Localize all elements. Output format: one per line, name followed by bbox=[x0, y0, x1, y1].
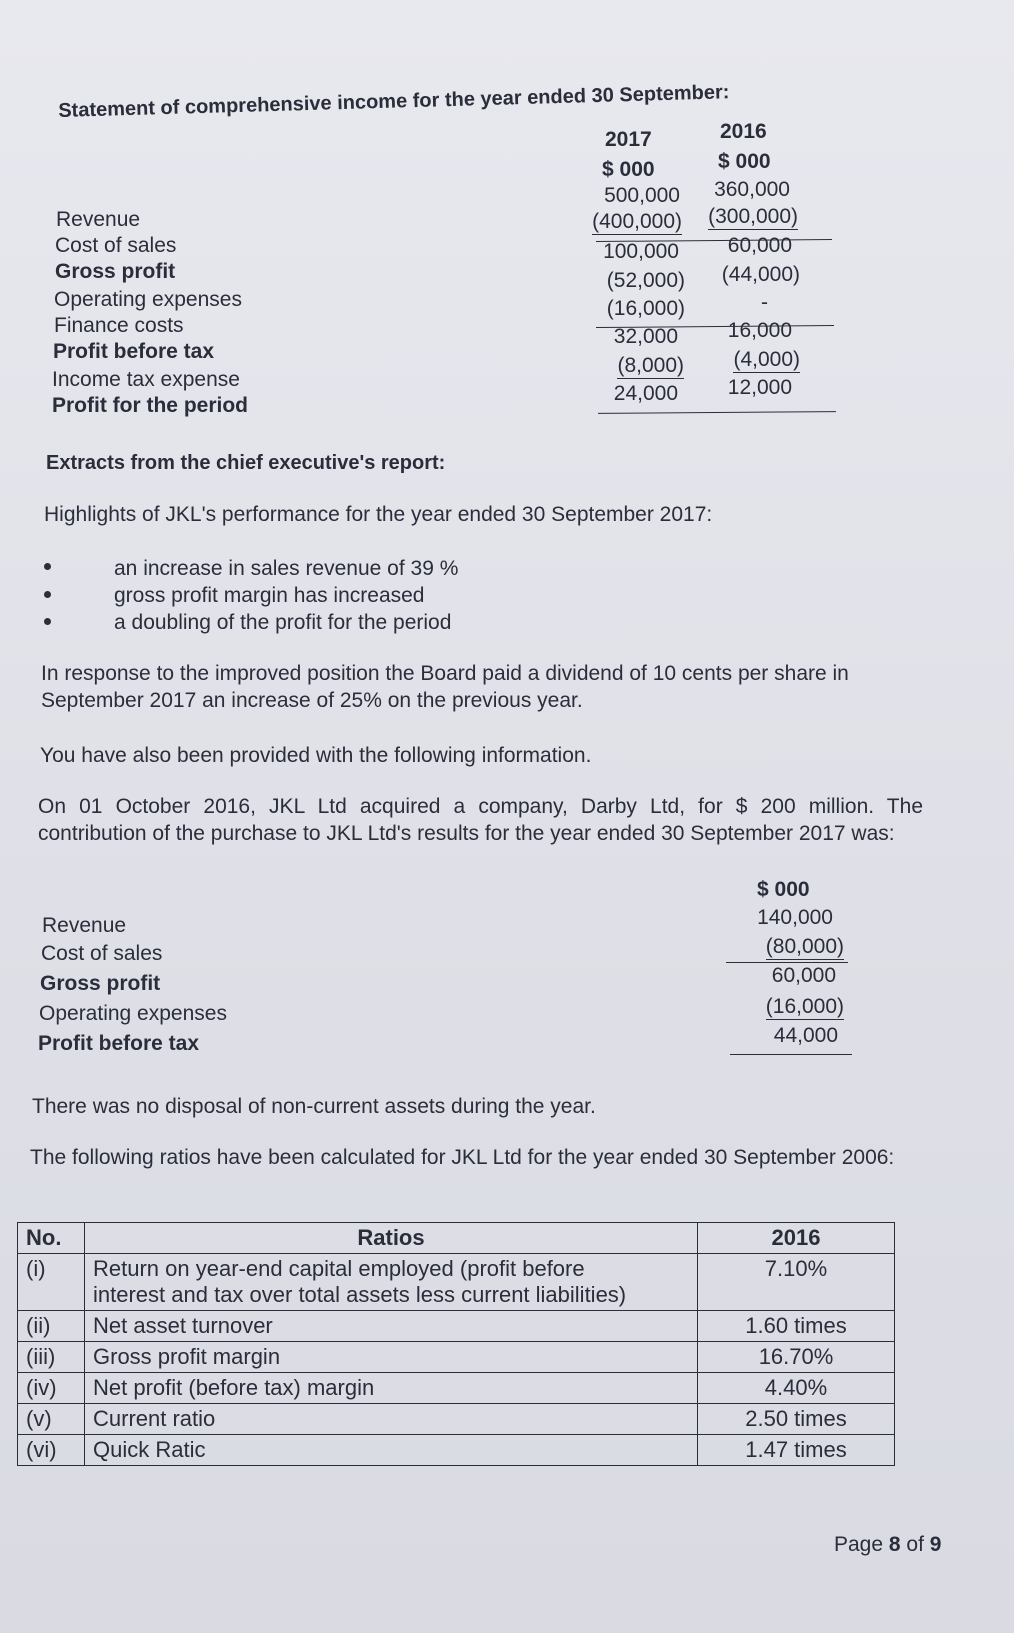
list-item: gross profit margin has increased bbox=[114, 584, 425, 607]
row-value: 7.10% bbox=[698, 1254, 895, 1311]
statement-2017-income-tax: (8,000) bbox=[617, 354, 684, 377]
row-value: 1.47 times bbox=[698, 1435, 895, 1466]
statement-rule-total bbox=[598, 411, 836, 414]
bullet-dot bbox=[44, 591, 51, 598]
row-name: Net asset turnover bbox=[85, 1311, 698, 1342]
statement-2017-profit-before-tax: 32,000 bbox=[613, 325, 678, 348]
header-no: No. bbox=[18, 1223, 85, 1254]
acquisition-paragraph: On 01 October 2016, JKL Ltd acquired a company, Darby Ltd, for $ 200 million. The contribution of the purchase to JKL Ltd's results for the year ended 30 September 2017 was: bbox=[38, 795, 923, 845]
table-row bbox=[18, 1435, 895, 1466]
statement-2016-cost-of-sales: (300,000) bbox=[708, 205, 798, 228]
statement-2017-finance-costs: (16,000) bbox=[606, 297, 685, 320]
table-row bbox=[18, 1254, 895, 1311]
row-name: Current ratio bbox=[85, 1404, 698, 1435]
table-header-row bbox=[18, 1223, 895, 1254]
statement-2016-finance-costs: - bbox=[761, 291, 768, 314]
statement-2017-operating-expenses: (52,000) bbox=[606, 269, 685, 292]
list-item: an increase in sales revenue of 39 % bbox=[114, 557, 459, 580]
table-row bbox=[18, 1311, 895, 1342]
row-value: 4.40% bbox=[698, 1373, 895, 1404]
darby-value-revenue: 140,000 bbox=[757, 906, 833, 929]
darby-label-profit-before-tax: Profit before tax bbox=[38, 1032, 200, 1055]
statement-label-profit-for-period: Profit for the period bbox=[52, 394, 248, 417]
darby-unit-header: $ 000 bbox=[757, 878, 810, 901]
page-prefix: Page bbox=[834, 1533, 884, 1556]
disposal-paragraph: There was no disposal of non-current assets during the year. bbox=[32, 1095, 596, 1118]
dividend-paragraph: In response to the improved position the Board paid a dividend of 10 cents per share in September 2017 an increase of 25% on the previous year. bbox=[41, 662, 849, 712]
darby-rule-gross bbox=[726, 962, 848, 963]
statement-2017-profit-for-period: 24,000 bbox=[613, 382, 678, 405]
row-name: Gross profit margin bbox=[85, 1342, 698, 1373]
row-value: 16.70% bbox=[698, 1342, 895, 1373]
statement-label-profit-before-tax: Profit before tax bbox=[53, 340, 215, 363]
column-header-2017: 2017 bbox=[605, 128, 652, 151]
statement-2016-profit-before-tax: 16,000 bbox=[727, 319, 792, 342]
statement-label-income-tax: Income tax expense bbox=[52, 368, 240, 391]
darby-label-cost-of-sales: Cost of sales bbox=[41, 942, 163, 965]
report-heading: Extracts from the chief executive's report: bbox=[46, 452, 446, 474]
row-name: Quick Ratic bbox=[85, 1435, 698, 1466]
darby-value-cost-of-sales: (80,000) bbox=[765, 935, 844, 958]
darby-label-revenue: Revenue bbox=[42, 914, 127, 937]
row-no: (iv) bbox=[18, 1373, 85, 1404]
header-ratios: Ratios bbox=[85, 1223, 698, 1254]
darby-value-gross-profit: 60,000 bbox=[771, 964, 836, 987]
statement-label-cost-of-sales: Cost of sales bbox=[55, 234, 177, 257]
row-value: 2.50 times bbox=[698, 1404, 895, 1435]
statement-2016-gross-profit: 60,000 bbox=[727, 234, 792, 257]
page-of: of bbox=[906, 1533, 924, 1556]
statement-2016-profit-for-period: 12,000 bbox=[727, 376, 792, 399]
statement-label-gross-profit: Gross profit bbox=[55, 260, 176, 283]
page-current: 8 bbox=[888, 1533, 901, 1556]
darby-value-operating-expenses: (16,000) bbox=[765, 995, 844, 1018]
row-name: Return on year-end capital employed (profit before interest and tax over total assets less current liabilities) bbox=[85, 1254, 698, 1311]
table-row bbox=[18, 1404, 895, 1435]
header-year: 2016 bbox=[698, 1223, 895, 1254]
statement-2017-cost-of-sales: (400,000) bbox=[592, 210, 682, 233]
page-total: 9 bbox=[929, 1533, 942, 1556]
statement-2017-revenue: 500,000 bbox=[604, 184, 680, 207]
unit-header-2016: $ 000 bbox=[718, 150, 771, 173]
statement-label-revenue: Revenue bbox=[56, 208, 141, 231]
ratios-table bbox=[17, 1222, 895, 1466]
highlights-intro: Highlights of JKL's performance for the year ended 30 September 2017: bbox=[44, 503, 713, 526]
row-no: (v) bbox=[18, 1404, 85, 1435]
statement-2017-gross-profit: 100,000 bbox=[603, 240, 679, 263]
row-name: Net profit (before tax) margin bbox=[85, 1373, 698, 1404]
info-paragraph: You have also been provided with the following information. bbox=[40, 744, 592, 767]
statement-2016-income-tax: (4,000) bbox=[733, 348, 800, 371]
row-no: (i) bbox=[18, 1254, 85, 1311]
darby-rule-total bbox=[730, 1054, 852, 1055]
list-item: a doubling of the profit for the period bbox=[114, 611, 452, 634]
column-header-2016: 2016 bbox=[720, 120, 767, 143]
statement-2016-operating-expenses: (44,000) bbox=[721, 263, 800, 286]
ratios-intro-paragraph: The following ratios have been calculated for JKL Ltd for the year ended 30 September 2006: bbox=[30, 1146, 895, 1169]
row-no: (vi) bbox=[18, 1435, 85, 1466]
darby-value-profit-before-tax: 44,000 bbox=[773, 1024, 838, 1047]
darby-label-operating-expenses: Operating expenses bbox=[39, 1002, 227, 1025]
darby-label-gross-profit: Gross profit bbox=[40, 972, 161, 995]
bullet-dot bbox=[44, 563, 51, 570]
row-value: 1.60 times bbox=[698, 1311, 895, 1342]
statement-label-finance-costs: Finance costs bbox=[54, 314, 184, 337]
unit-header-2017: $ 000 bbox=[602, 158, 655, 181]
row-no: (ii) bbox=[18, 1311, 85, 1342]
table-row bbox=[18, 1342, 895, 1373]
statement-title: Statement of comprehensive income for the year ended 30 September: bbox=[58, 81, 730, 122]
row-no: (iii) bbox=[18, 1342, 85, 1373]
bullet-dot bbox=[44, 618, 51, 625]
page-number bbox=[834, 1533, 941, 1557]
statement-label-operating-expenses: Operating expenses bbox=[54, 288, 242, 311]
table-row bbox=[18, 1373, 895, 1404]
statement-2016-revenue: 360,000 bbox=[714, 178, 790, 201]
